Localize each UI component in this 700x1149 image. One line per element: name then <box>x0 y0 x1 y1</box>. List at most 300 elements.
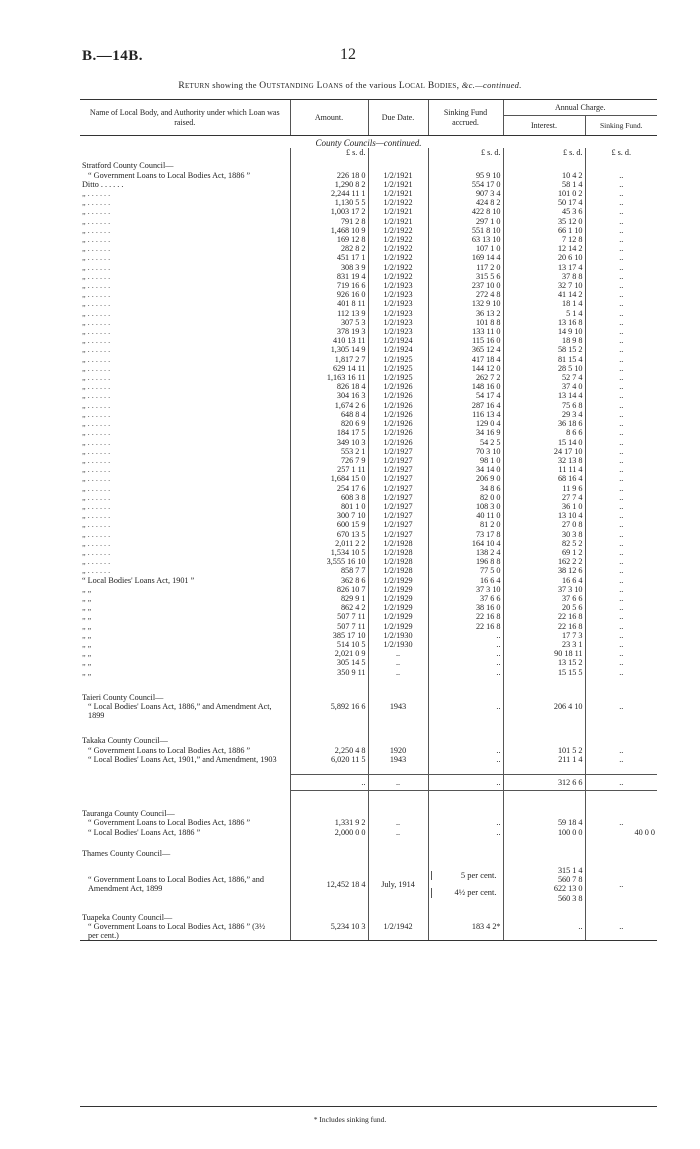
sinking-fund-annual-cell: .. <box>585 198 657 207</box>
table-row <box>80 631 657 640</box>
council-row <box>80 809 657 818</box>
table-cell <box>368 903 428 913</box>
due-date-cell: 1/2/1927 <box>368 456 428 465</box>
table-row <box>80 649 657 658</box>
table-row <box>80 520 657 529</box>
sinking-fund-cell: 138 2 4 <box>428 548 503 557</box>
sinking-fund-cell: 116 13 4 <box>428 410 503 419</box>
ditto-label: „ . . . . . . <box>82 363 111 373</box>
table-cell <box>503 736 585 745</box>
table-cell <box>290 913 368 922</box>
sinking-fund-cell: 36 13 2 <box>428 309 503 318</box>
interest-cell: 24 17 10 <box>503 447 585 456</box>
amount-cell: 362 8 6 <box>290 576 368 585</box>
table-row <box>80 401 657 410</box>
ditto-label: „ „ <box>82 603 92 613</box>
interest-cell: 37 6 6 <box>503 594 585 603</box>
sinking-fund-cell: 101 8 8 <box>428 318 503 327</box>
table-row <box>80 272 657 281</box>
table-cell <box>585 809 657 818</box>
interest-cell: 22 16 8 <box>503 622 585 631</box>
due-date-cell: 1/2/1925 <box>368 364 428 373</box>
due-date-cell: 1/2/1922 <box>368 226 428 235</box>
table-row <box>80 511 657 520</box>
sinking-fund-annual-cell: .. <box>585 180 657 189</box>
interest-cell: 17 7 3 <box>503 631 585 640</box>
sinking-fund-annual-cell: .. <box>585 235 657 244</box>
due-date-cell: 1/2/1924 <box>368 345 428 354</box>
due-date-cell: 1/2/1926 <box>368 419 428 428</box>
amount-cell: 2,000 0 0 <box>290 828 368 837</box>
table-row <box>80 171 657 180</box>
table-cell <box>290 677 368 693</box>
due-date-cell: July, 1914 <box>368 866 428 903</box>
due-date-cell: 1/2/1923 <box>368 290 428 299</box>
units-interest: £ s. d. <box>503 148 585 157</box>
ditto-label: „ . . . . . . <box>82 317 111 327</box>
sinking-fund-annual-cell: .. <box>585 244 657 253</box>
table-cell <box>503 720 585 736</box>
table-cell <box>80 720 290 736</box>
ditto-label: „ . . . . . . <box>82 373 111 383</box>
col-header-sinking-fund-annual: Sinking Fund. <box>585 116 657 136</box>
sinking-fund-cell: .. <box>428 658 503 667</box>
amount-cell: 553 2 1 <box>290 447 368 456</box>
table-row <box>80 658 657 667</box>
sinking-fund-annual-cell: .. <box>585 818 657 827</box>
interest-cell: 68 16 4 <box>503 474 585 483</box>
due-date-cell: 1/2/1930 <box>368 631 428 640</box>
interest-cell: 58 1 4 <box>503 180 585 189</box>
sinking-fund-annual-cell: .. <box>585 318 657 327</box>
table-cell <box>290 764 368 775</box>
table-cell <box>80 677 290 693</box>
table-cell <box>585 858 657 866</box>
ditto-label: „ . . . . . . <box>82 529 111 539</box>
table-row <box>80 640 657 649</box>
sinking-fund-cell: .. <box>428 775 503 791</box>
amount-cell: 726 7 9 <box>290 456 368 465</box>
amount-cell: 307 5 3 <box>290 318 368 327</box>
sinking-fund-cell: 70 3 10 <box>428 447 503 456</box>
sinking-fund-cell <box>428 866 503 903</box>
due-date-cell: 1/2/1923 <box>368 281 428 290</box>
table-cell <box>428 913 503 922</box>
table-row <box>80 828 657 837</box>
interest-line: 560 7 8 <box>557 875 583 885</box>
due-date-cell: 1/2/1926 <box>368 401 428 410</box>
table-row <box>80 603 657 612</box>
due-date-cell: 1/2/1927 <box>368 484 428 493</box>
sinking-fund-annual-cell: .. <box>585 474 657 483</box>
table-row <box>80 539 657 548</box>
table-cell <box>290 903 368 913</box>
table-cell <box>368 736 428 745</box>
table-row <box>80 244 657 253</box>
due-date-cell: 1/2/1926 <box>368 391 428 400</box>
ditto-label: „ . . . . . . <box>82 391 111 401</box>
sinking-fund-annual-cell: .. <box>585 649 657 658</box>
table-cell <box>428 161 503 170</box>
total-row <box>80 775 657 791</box>
ditto-label: „ . . . . . . <box>82 520 111 530</box>
caption-outstanding-loans: Outstanding Loans <box>259 81 344 91</box>
due-date-cell: 1/2/1929 <box>368 603 428 612</box>
table-row <box>80 336 657 345</box>
sinking-fund-annual-cell: .. <box>585 263 657 272</box>
sinking-fund-cell: 132 9 10 <box>428 299 503 308</box>
table-row <box>80 290 657 299</box>
sinking-fund-cell: 34 14 0 <box>428 465 503 474</box>
council-row <box>80 736 657 745</box>
table-cell <box>290 809 368 818</box>
amount-cell: 184 17 5 <box>290 428 368 437</box>
table-row <box>80 866 657 903</box>
sinking-fund-annual-cell: .. <box>585 299 657 308</box>
sinking-fund-annual-cell: .. <box>585 775 657 791</box>
ditto-label: „ „ <box>82 649 92 659</box>
due-date-cell: 1/2/1923 <box>368 318 428 327</box>
sinking-fund-cell: 183 4 2* <box>428 922 503 941</box>
sinking-fund-annual-cell: .. <box>585 327 657 336</box>
due-date-cell: 1/2/1929 <box>368 622 428 631</box>
interest-cell: 41 14 2 <box>503 290 585 299</box>
due-date-cell: .. <box>368 828 428 837</box>
amount-cell: 858 7 7 <box>290 566 368 575</box>
sinking-fund-cell: 77 5 0 <box>428 566 503 575</box>
sinking-fund-annual-cell: .. <box>585 622 657 631</box>
due-date-cell: 1/2/1926 <box>368 410 428 419</box>
sinking-fund-annual-cell: .. <box>585 866 657 903</box>
table-row <box>80 198 657 207</box>
amount-cell: 282 8 2 <box>290 244 368 253</box>
ditto-label: „ . . . . . . <box>82 382 111 392</box>
interest-cell: 13 16 8 <box>503 318 585 327</box>
table-cell <box>290 849 368 858</box>
table-row <box>80 281 657 290</box>
amount-cell: 1,684 15 0 <box>290 474 368 483</box>
table-row <box>80 189 657 198</box>
amount-cell: 349 10 3 <box>290 438 368 447</box>
table-row <box>80 382 657 391</box>
amount-cell: 648 8 4 <box>290 410 368 419</box>
ditto-label: „ „ <box>82 630 92 640</box>
sinking-fund-annual-cell: .. <box>585 603 657 612</box>
sinking-fund-annual-cell: .. <box>585 557 657 566</box>
interest-cell: 101 0 2 <box>503 189 585 198</box>
sinking-fund-annual-cell: .. <box>585 612 657 621</box>
ditto-label: „ . . . . . . <box>82 345 111 355</box>
due-date-cell: 1/2/1927 <box>368 465 428 474</box>
table-row <box>80 557 657 566</box>
interest-cell: 32 7 10 <box>503 281 585 290</box>
interest-cell: 27 0 8 <box>503 520 585 529</box>
interest-line: 560 3 8 <box>557 893 583 903</box>
amount-cell: 1,534 10 5 <box>290 548 368 557</box>
table-cell <box>368 720 428 736</box>
table-cell <box>585 736 657 745</box>
due-date-cell: 1/2/1923 <box>368 309 428 318</box>
sinking-fund-annual-cell: 40 0 0 <box>585 828 657 837</box>
interest-cell: 59 18 4 <box>503 818 585 827</box>
sinking-fund-annual-cell: .. <box>585 585 657 594</box>
table-cell <box>428 837 503 849</box>
sinking-fund-cell: .. <box>428 649 503 658</box>
amount-cell: 385 17 10 <box>290 631 368 640</box>
table-row <box>80 226 657 235</box>
table-row <box>80 309 657 318</box>
loans-table <box>80 99 657 941</box>
amount-cell: 1,003 17 2 <box>290 207 368 216</box>
section-title: County Councils—continued. <box>315 138 422 148</box>
rate-4-5-percent: 4½ per cent. <box>431 888 497 897</box>
table-row <box>80 612 657 621</box>
interest-cell: 5 1 4 <box>503 309 585 318</box>
amount-cell: 5,892 16 6 <box>290 702 368 720</box>
council-title-takaka: Takaka County Council— <box>82 736 168 746</box>
amount-cell: 1,817 2 7 <box>290 355 368 364</box>
sinking-fund-annual-cell: .. <box>585 484 657 493</box>
due-date-cell: 1/2/1922 <box>368 272 428 281</box>
table-row <box>80 493 657 502</box>
table-cell <box>503 849 585 858</box>
spacer-row <box>80 720 657 736</box>
sinking-fund-cell: 34 16 9 <box>428 428 503 437</box>
authority-label: “ Local Bodies' Loans Act, 1901,” and Amendment, 1903 <box>88 754 277 764</box>
table-row <box>80 345 657 354</box>
amount-cell: 507 7 11 <box>290 622 368 631</box>
table-row <box>80 818 657 827</box>
interest-cell: 36 18 6 <box>503 419 585 428</box>
authority-label: “ Government Loans to Local Bodies Act, 1886 ” <box>88 170 251 180</box>
rate-5-percent: 5 per cent. <box>431 871 497 880</box>
ditto-label: „ . . . . . . <box>82 483 111 493</box>
sinking-fund-annual-cell: .. <box>585 746 657 755</box>
ditto-label: „ „ <box>82 612 92 622</box>
authority-label: “ Local Bodies' Loans Act, 1886,” and Amendment Act, 1899 <box>88 701 272 721</box>
sinking-fund-annual-cell: .. <box>585 539 657 548</box>
ditto-label: „ . . . . . . <box>82 308 111 318</box>
table-cell <box>290 693 368 702</box>
amount-cell: 5,234 10 3 <box>290 922 368 941</box>
table-row <box>80 217 657 226</box>
interest-cell: 16 6 4 <box>503 576 585 585</box>
table-cell <box>368 809 428 818</box>
amount-cell: 2,021 0 9 <box>290 649 368 658</box>
table-cell <box>290 161 368 170</box>
amount-cell: 1,468 10 9 <box>290 226 368 235</box>
due-date-cell: 1/2/1927 <box>368 447 428 456</box>
spacer-row <box>80 903 657 913</box>
table-cell <box>428 693 503 702</box>
table-cell <box>585 161 657 170</box>
sinking-fund-annual-cell: .. <box>585 272 657 281</box>
sinking-fund-annual-cell: .. <box>585 281 657 290</box>
ditto-label: „ . . . . . . <box>82 235 111 245</box>
amount-cell: 926 16 0 <box>290 290 368 299</box>
ditto-label: Ditto . . . . . . <box>82 179 124 189</box>
amount-cell: 801 1 0 <box>290 502 368 511</box>
sinking-fund-cell: .. <box>428 640 503 649</box>
interest-cell: 81 15 4 <box>503 355 585 364</box>
sinking-fund-annual-cell: .. <box>585 207 657 216</box>
table-cell <box>428 764 503 775</box>
ditto-label: „ „ <box>82 584 92 594</box>
sinking-fund-cell: 365 12 4 <box>428 345 503 354</box>
interest-cell: 37 3 10 <box>503 585 585 594</box>
table-cell <box>368 148 428 157</box>
table-row <box>80 746 657 755</box>
table-cell <box>428 736 503 745</box>
sinking-fund-cell: 169 14 4 <box>428 253 503 262</box>
table-row <box>80 585 657 594</box>
amount-cell: 608 3 8 <box>290 493 368 502</box>
amount-cell: 305 14 5 <box>290 658 368 667</box>
spacer-row <box>80 837 657 849</box>
ditto-label: „ . . . . . . <box>82 419 111 429</box>
table-cell <box>290 736 368 745</box>
sinking-fund-cell: 82 0 0 <box>428 493 503 502</box>
sinking-fund-cell: 262 7 2 <box>428 373 503 382</box>
amount-cell: 378 19 3 <box>290 327 368 336</box>
ditto-label: „ . . . . . . <box>82 281 111 291</box>
amount-cell: 862 4 2 <box>290 603 368 612</box>
table-cell <box>368 858 428 866</box>
sinking-fund-cell: 417 18 4 <box>428 355 503 364</box>
sinking-fund-cell: .. <box>428 818 503 827</box>
ditto-label: „ „ <box>82 639 92 649</box>
interest-cell: 13 14 4 <box>503 391 585 400</box>
sinking-fund-annual-cell: .. <box>585 438 657 447</box>
section-title-row <box>80 136 657 149</box>
sinking-fund-annual-cell: .. <box>585 345 657 354</box>
interest-cell: 23 3 1 <box>503 640 585 649</box>
sinking-fund-cell: 144 12 0 <box>428 364 503 373</box>
page-number: 12 <box>340 46 356 63</box>
table-cell <box>428 809 503 818</box>
table-cell <box>503 693 585 702</box>
due-date-cell: 1/2/1925 <box>368 355 428 364</box>
sinking-fund-annual-cell: .. <box>585 391 657 400</box>
interest-cell: 58 15 2 <box>503 345 585 354</box>
table-row <box>80 428 657 437</box>
interest-cell: 7 12 8 <box>503 235 585 244</box>
interest-cell: 162 2 2 <box>503 557 585 566</box>
table-cell <box>585 791 657 810</box>
due-date-cell: 1/2/1921 <box>368 217 428 226</box>
col-header-annual-charge: Annual Charge. <box>503 100 657 116</box>
table-cell <box>80 858 290 866</box>
table-cell <box>80 837 290 849</box>
ditto-label: „ . . . . . . <box>82 225 111 235</box>
interest-cell: 8 6 6 <box>503 428 585 437</box>
interest-cell: 20 6 10 <box>503 253 585 262</box>
sinking-fund-cell: 424 8 2 <box>428 198 503 207</box>
authority-label: “ Government Loans to Local Bodies Act, 1886 ” (3½ per cent.) <box>80 922 290 941</box>
ditto-label: „ . . . . . . <box>82 547 111 557</box>
amount-cell: 2,244 11 1 <box>290 189 368 198</box>
interest-cell: 28 5 10 <box>503 364 585 373</box>
amount-cell: .. <box>290 775 368 791</box>
sinking-fund-cell: 551 8 10 <box>428 226 503 235</box>
caption-local-bodies: Local Bodies, <box>398 81 460 91</box>
table-row <box>80 391 657 400</box>
table-row <box>80 502 657 511</box>
due-date-cell: 1/2/1922 <box>368 235 428 244</box>
sinking-fund-annual-cell: .. <box>585 576 657 585</box>
table-cell <box>80 903 290 913</box>
ditto-label: „ . . . . . . <box>82 253 111 263</box>
amount-cell: 719 16 6 <box>290 281 368 290</box>
due-date-cell: 1/2/1927 <box>368 474 428 483</box>
due-date-cell: 1/2/1928 <box>368 557 428 566</box>
sinking-fund-annual-cell: .. <box>585 456 657 465</box>
table-row <box>80 668 657 677</box>
interest-cell: 30 3 8 <box>503 530 585 539</box>
sinking-fund-cell: .. <box>428 631 503 640</box>
due-date-cell: 1/2/1922 <box>368 253 428 262</box>
sinking-fund-cell: 907 3 4 <box>428 189 503 198</box>
interest-cell: 45 3 6 <box>503 207 585 216</box>
sinking-fund-annual-cell: .. <box>585 511 657 520</box>
interest-cell: 10 4 2 <box>503 171 585 180</box>
interest-cell: 101 5 2 <box>503 746 585 755</box>
table-row <box>80 327 657 336</box>
ditto-label: „ . . . . . . <box>82 244 111 254</box>
amount-cell: 831 19 4 <box>290 272 368 281</box>
due-date-cell: 1/2/1921 <box>368 180 428 189</box>
table-row <box>80 474 657 483</box>
sinking-fund-cell: 37 6 6 <box>428 594 503 603</box>
table-cell <box>368 837 428 849</box>
table-row <box>80 465 657 474</box>
ditto-label: „ . . . . . . <box>82 474 111 484</box>
sinking-fund-annual-cell: .. <box>585 410 657 419</box>
due-date-cell: 1943 <box>368 702 428 720</box>
amount-cell: 826 10 7 <box>290 585 368 594</box>
table-cell <box>368 764 428 775</box>
due-date-cell: 1/2/1930 <box>368 640 428 649</box>
table-row <box>80 364 657 373</box>
amount-cell: 791 2 8 <box>290 217 368 226</box>
table-cell <box>503 161 585 170</box>
sinking-fund-cell: .. <box>428 702 503 720</box>
due-date-cell: .. <box>368 658 428 667</box>
sinking-fund-annual-cell: .. <box>585 502 657 511</box>
interest-cell: 90 18 11 <box>503 649 585 658</box>
due-date-cell: 1/2/1929 <box>368 585 428 594</box>
footnote: * Includes sinking fund. <box>313 1115 387 1124</box>
interest-cell: 206 4 10 <box>503 702 585 720</box>
interest-cell: 18 1 4 <box>503 299 585 308</box>
council-row <box>80 913 657 922</box>
sinking-fund-annual-cell: .. <box>585 755 657 764</box>
ditto-label: „ . . . . . . <box>82 216 111 226</box>
sinking-fund-annual-cell: .. <box>585 530 657 539</box>
table-caption <box>0 80 700 91</box>
amount-cell: 820 6 9 <box>290 419 368 428</box>
ditto-label: „ . . . . . . <box>82 198 111 208</box>
interest-cell: 211 1 4 <box>503 755 585 764</box>
sinking-fund-cell: 206 9 0 <box>428 474 503 483</box>
table-row <box>80 207 657 216</box>
amount-cell: 514 10 5 <box>290 640 368 649</box>
due-date-cell: 1/2/1923 <box>368 299 428 308</box>
amount-cell: 829 9 1 <box>290 594 368 603</box>
ditto-label: „ . . . . . . <box>82 465 111 475</box>
sinking-fund-cell: 422 8 10 <box>428 207 503 216</box>
table-cell <box>290 858 368 866</box>
